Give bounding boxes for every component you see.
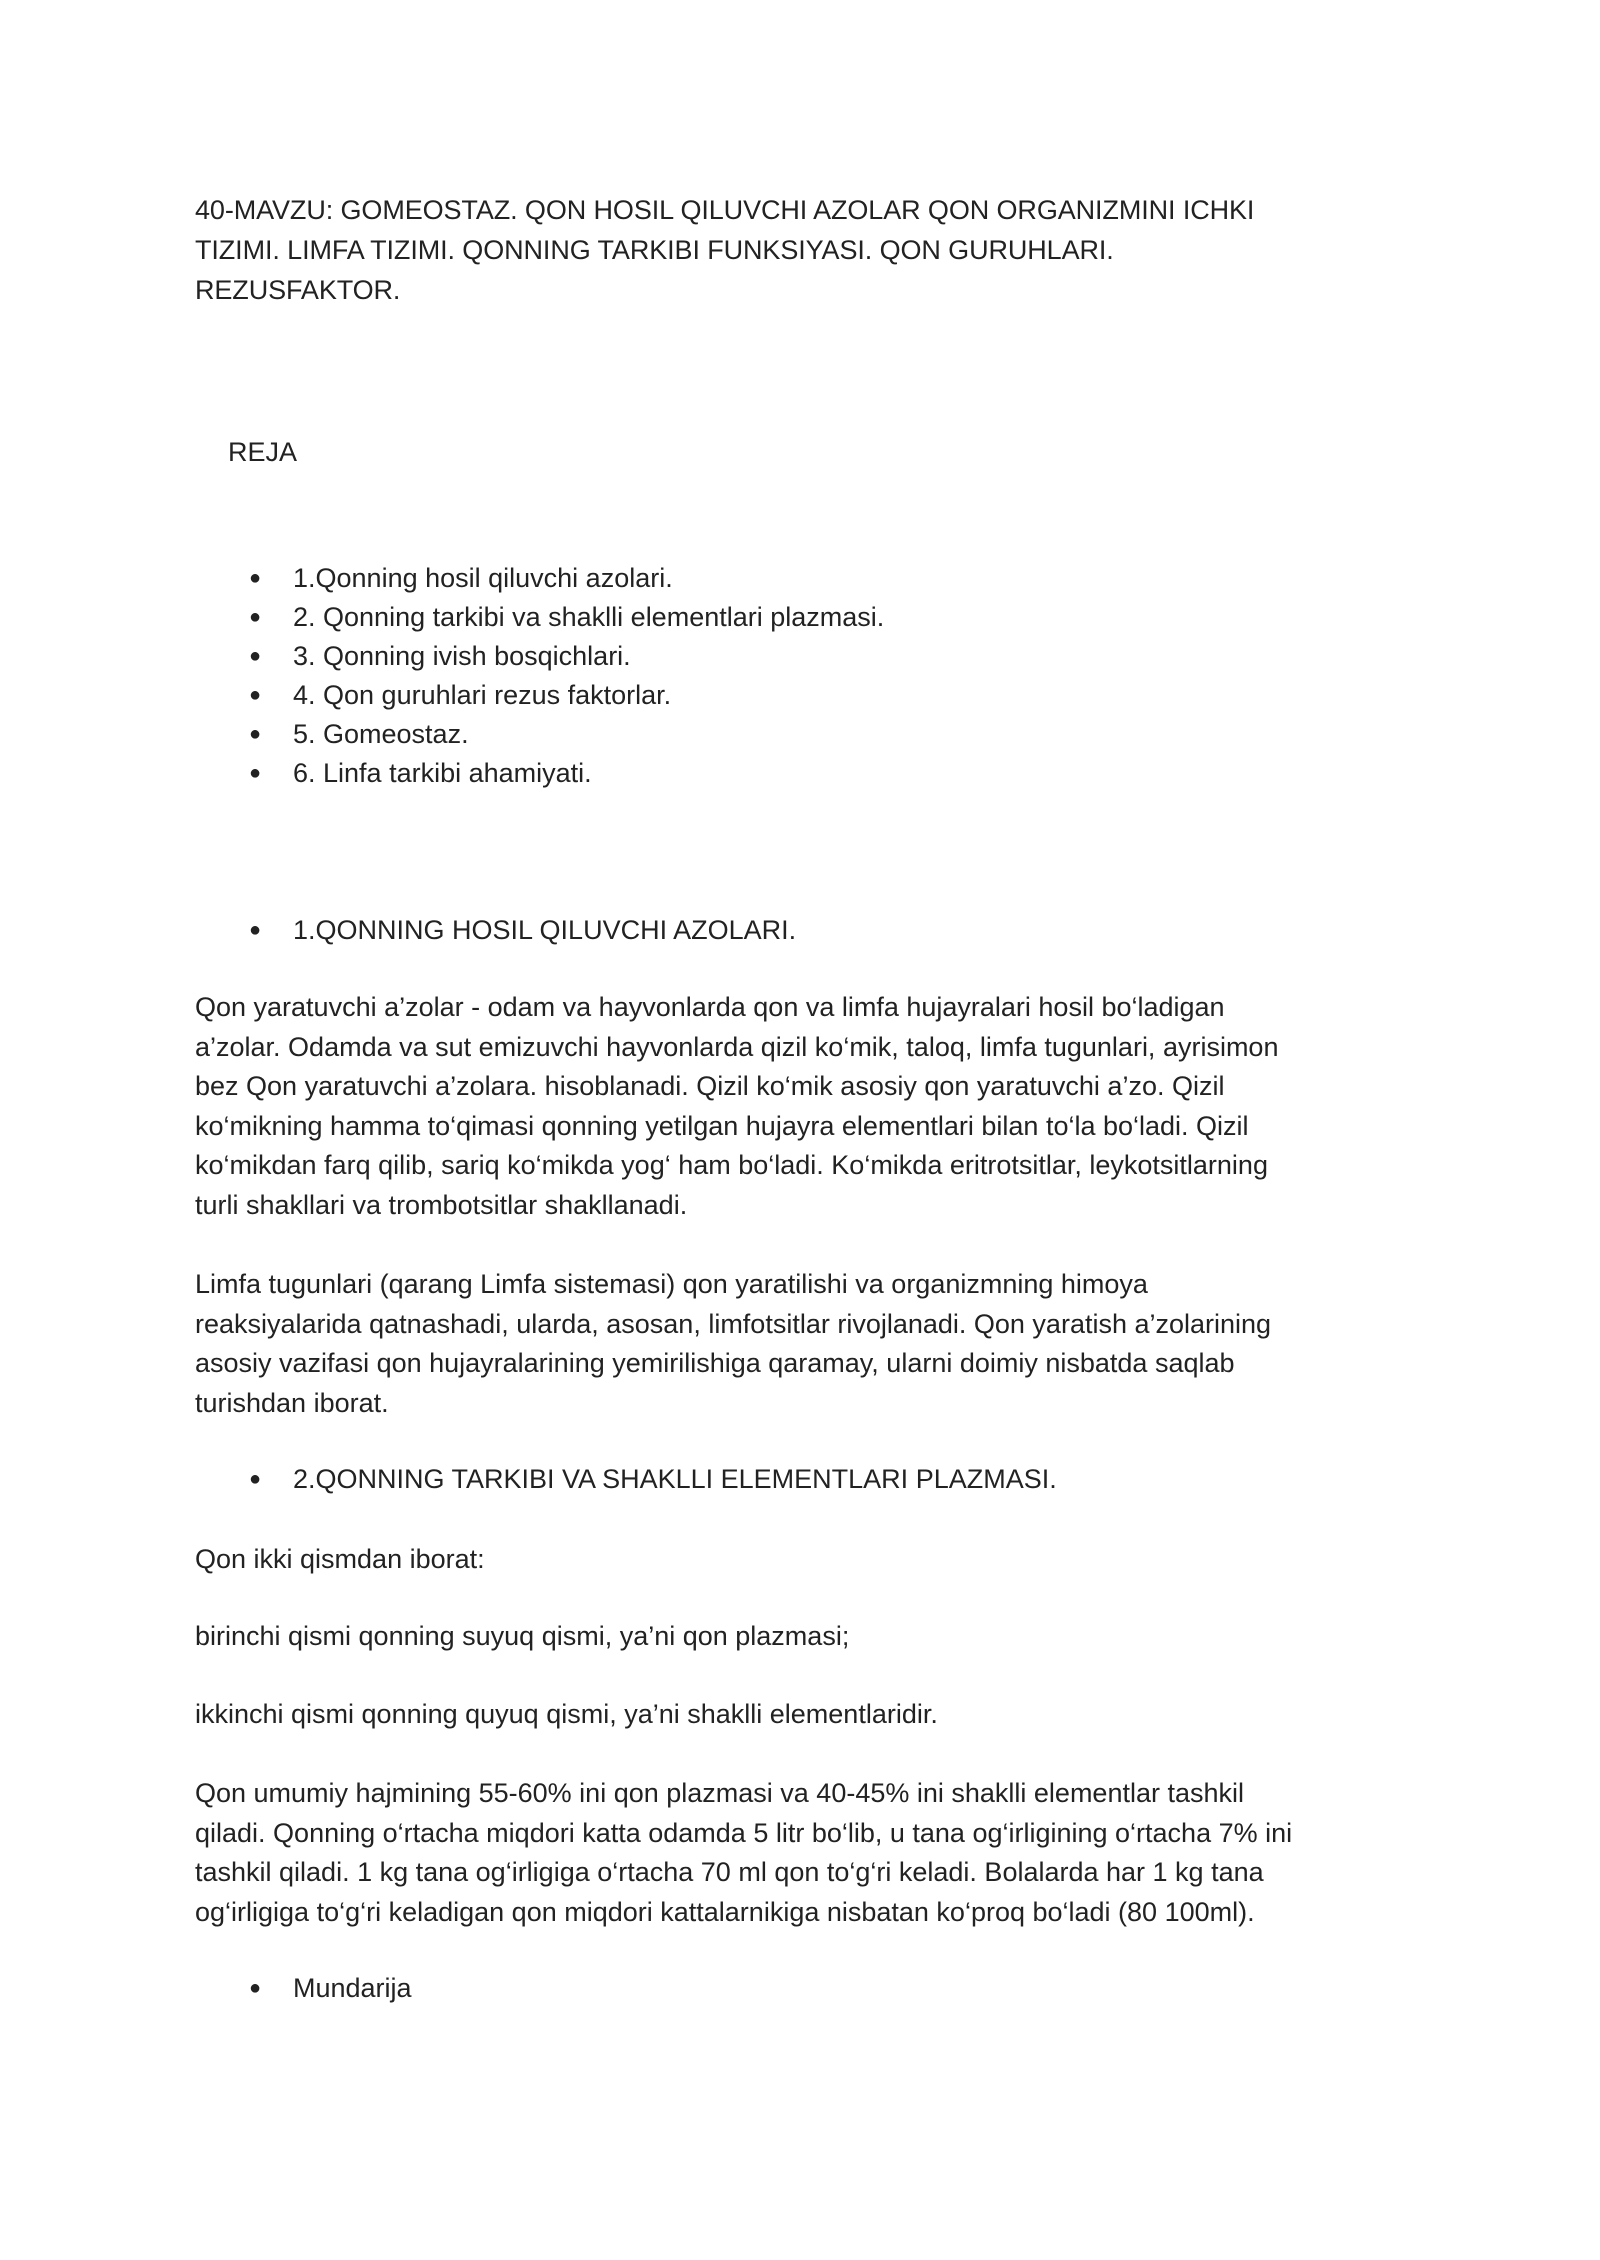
paragraph-line: ko‘mikdan farq qilib, sariq ko‘mikda yog‘ ham bo‘ladi. Ko‘mikda eritrotsitlar, leykotsitlarning: [195, 1150, 1268, 1180]
bullet-icon: ●: [248, 1977, 262, 1999]
bullet-icon: ●: [248, 645, 262, 667]
bullet-icon: ●: [248, 606, 262, 628]
paragraph-line: Qon umumiy hajmining 55-60% ini qon plazmasi va 40-45% ini shaklli elementlar tashkil: [195, 1778, 1245, 1808]
paragraph-blood-volume: [195, 1774, 1435, 1932]
paragraph-line: a’zolar. Odamda va sut emizuvchi hayvonlarda qizil ko‘mik, taloq, limfa tugunlari, ayrisimon: [195, 1031, 1279, 1062]
bullet-icon: ●: [248, 919, 262, 941]
paragraph-line: asosiy vazifasi qon hujayralarining yemirilishiga qaramay, ularni doimiy nisbatda saqlab: [195, 1348, 1235, 1378]
paragraph-line: Qon ikki qismdan iborat:: [195, 1544, 485, 1574]
bullet-icon: ●: [248, 1468, 262, 1490]
paragraph-two-parts: [195, 1540, 1435, 1580]
bullet-icon: ●: [248, 684, 262, 706]
title-line: TIZIMI. LIMFA TIZIMI. QONNING TARKIBI FUNKSIYASI. QON GURUHLARI.: [195, 235, 1114, 265]
plan-list: [245, 559, 884, 793]
paragraph-line: og‘irligiga to‘g‘ri keladigan qon miqdori kattalarnikiga nisbatan ko‘proq bo‘ladi (80 100ml).: [195, 1896, 1255, 1927]
list-item: [245, 637, 884, 676]
paragraph-line: tashkil qiladi. 1 kg tana og‘irligiga o‘rtacha 70 ml qon to‘g‘ri keladi. Bolalarda har 1 kg tana: [195, 1857, 1264, 1887]
list-item-label: 2. Qonning tarkibi va shaklli elementlari plazmasi.: [293, 602, 885, 632]
list-item-label: 5. Gomeostaz.: [293, 719, 469, 749]
paragraph-line: Qon yaratuvchi a’zolar - odam va hayvonlarda qon va limfa hujayralari hosil bo‘ladigan: [195, 992, 1225, 1022]
paragraph-lymph-nodes: [195, 1265, 1435, 1423]
paragraph-line: Limfa tugunlari (qarang Limfa sistemasi) qon yaratilishi va organizmning himoya: [195, 1269, 1148, 1299]
list-item-label: 1.Qonning hosil qiluvchi azolari.: [293, 563, 673, 593]
bullet-icon: ●: [248, 567, 262, 589]
bullet-icon: ●: [248, 723, 262, 745]
list-item-label: 4. Qon guruhlari rezus faktorlar.: [293, 680, 672, 710]
paragraph-line: ikkinchi qismi qonning quyuq qismi, ya’ni shaklli elementlaridir.: [195, 1699, 938, 1729]
list-item: [245, 559, 884, 598]
paragraph-line: qiladi. Qonning o‘rtacha miqdori katta odamda 5 litr bo‘lib, u tana og‘irligining o‘rtacha 7% ini: [195, 1817, 1293, 1848]
title-line: 40-MAVZU: GOMEOSTAZ. QON HOSIL QILUVCHI AZOLAR QON ORGANIZMINI ICHKI: [195, 195, 1255, 225]
paragraph-line: reaksiyalarida qatnashadi, ularda, asosan, limfotsitlar rivojlanadi. Qon yaratish a’zolarining: [195, 1308, 1272, 1339]
title-line: REZUSFAKTOR.: [195, 275, 401, 305]
mundarija-label: Mundarija: [293, 1973, 412, 2003]
paragraph-line: turishdan iborat.: [195, 1387, 389, 1418]
list-item: [245, 676, 884, 715]
paragraph-line: ko‘mikning hamma to‘qimasi qonning yetilgan hujayra elementlari bilan to‘la bo‘ladi. Qizil: [195, 1110, 1249, 1141]
section-heading-text: 2.QONNING TARKIBI VA SHAKLLI ELEMENTLARI PLAZMASI.: [293, 1464, 1057, 1494]
list-item: [245, 715, 884, 754]
paragraph-blood-forming-organs: [195, 988, 1435, 1225]
plan-heading: REJA: [228, 437, 298, 467]
page-title: [195, 190, 1445, 310]
paragraph-second-part: [195, 1695, 1435, 1735]
list-item: [245, 754, 884, 793]
paragraph-line: turli shakllari va trombotsitlar shakllanadi.: [195, 1189, 688, 1220]
bullet-icon: ●: [248, 762, 262, 784]
paragraph-line: birinchi qismi qonning suyuq qismi, ya’ni qon plazmasi;: [195, 1621, 850, 1651]
section-1-heading: [245, 911, 796, 950]
section-2-heading: [245, 1460, 1057, 1499]
mundarija-item: [245, 1969, 412, 2008]
list-item: [245, 598, 884, 637]
paragraph-line: bez Qon yaratuvchi a’zolara. hisoblanadi. Qizil ko‘mik asosiy qon yaratuvchi a’zo. Qizil: [195, 1071, 1225, 1101]
list-item-label: 3. Qonning ivish bosqichlari.: [293, 641, 631, 671]
list-item-label: 6. Linfa tarkibi ahamiyati.: [293, 758, 592, 788]
paragraph-first-part: [195, 1617, 1435, 1657]
section-heading-text: 1.QONNING HOSIL QILUVCHI AZOLARI.: [293, 915, 797, 945]
